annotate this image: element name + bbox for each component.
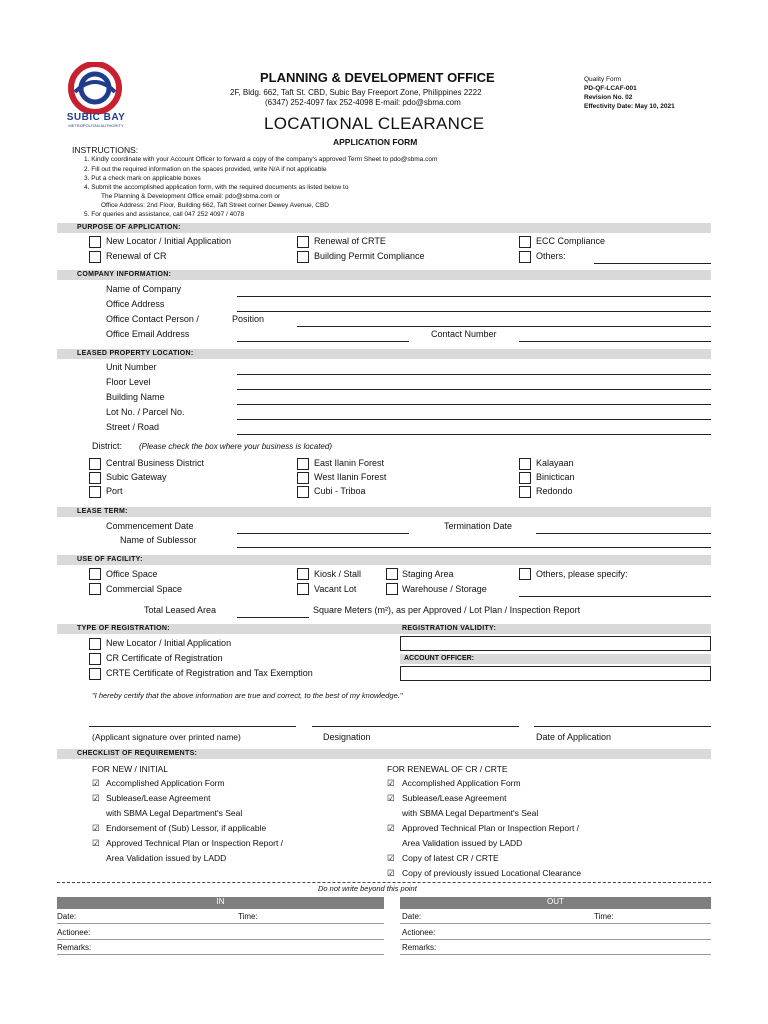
commencement-field[interactable] xyxy=(237,533,409,534)
reg-cr-label: CR Certificate of Registration xyxy=(106,653,223,663)
leased-heading: LEASED PROPERTY LOCATION: xyxy=(77,350,194,357)
street-label: Street / Road xyxy=(106,422,160,432)
check-icon: ☑ xyxy=(387,868,395,878)
position-label: Position xyxy=(232,314,265,324)
renewal-cr-label: Renewal of CR xyxy=(106,251,167,261)
staging-area-label: Staging Area xyxy=(402,569,454,579)
office-address-label: Office Address xyxy=(106,299,165,309)
out-row-divider xyxy=(400,923,711,924)
contact-person-label: Office Contact Person / xyxy=(106,314,199,324)
floor-level-field[interactable] xyxy=(237,389,711,390)
date-of-application-label: Date of Application xyxy=(536,732,612,742)
office-address: 2F, Bldg. 662, Taft St. CBD, Subic Bay Freeport Zone, Philippines 2222 xyxy=(230,88,482,97)
out-date-label: Date: xyxy=(402,912,422,921)
check-icon: ☑ xyxy=(387,823,395,833)
lot-number-field[interactable] xyxy=(237,419,711,420)
district-note: (Please check the box where your business is located) xyxy=(139,442,332,451)
check-icon: ☑ xyxy=(92,778,100,788)
district-subic-gateway-checkbox[interactable] xyxy=(89,472,101,484)
district-subic-gateway-label: Subic Gateway xyxy=(106,472,167,482)
office-address-field[interactable] xyxy=(237,311,711,312)
others-checkbox[interactable] xyxy=(519,251,531,263)
district-cubi-triboa-checkbox[interactable] xyxy=(297,486,309,498)
in-row-divider xyxy=(57,923,384,924)
out-label: OUT xyxy=(547,897,564,906)
new-locator-label: New Locator / Initial Application xyxy=(106,236,232,246)
leased-section-bar xyxy=(57,349,711,359)
termination-field[interactable] xyxy=(536,533,711,534)
facility-section-bar xyxy=(57,555,711,565)
contact-number-field[interactable] xyxy=(519,341,711,342)
check-icon: ☑ xyxy=(92,838,100,848)
logo-subtext: METROPOLITAN AUTHORITY xyxy=(68,123,124,128)
instruction-item: 5. For queries and assistance, call 047 252 4097 / 4078 xyxy=(84,211,245,218)
building-permit-label: Building Permit Compliance xyxy=(314,251,425,261)
page-subtitle: APPLICATION FORM xyxy=(333,137,418,147)
account-officer-heading: ACCOUNT OFFICER: xyxy=(404,655,474,662)
facility-others-field[interactable] xyxy=(519,596,711,597)
lease-term-heading: LEASE TERM: xyxy=(77,508,128,515)
district-port-checkbox[interactable] xyxy=(89,486,101,498)
signature-field[interactable] xyxy=(89,726,296,727)
district-kalayaan-label: Kalayaan xyxy=(536,458,574,468)
district-cbd-label: Central Business District xyxy=(106,458,205,468)
company-name-field[interactable] xyxy=(237,296,711,297)
district-cubi-triboa-label: Cubi - Triboa xyxy=(314,486,366,496)
out-row-divider xyxy=(400,954,711,955)
in-label: IN xyxy=(216,897,225,906)
building-name-label: Building Name xyxy=(106,392,165,402)
in-actionee-label: Actionee: xyxy=(57,928,91,937)
logo-text: SUBIC BAY xyxy=(66,112,126,123)
others-label: Others: xyxy=(536,251,566,261)
instruction-item: Office Address: 2nd Floor, Building 662, Taft Street corner Dewey Avenue, CBD xyxy=(101,202,329,209)
registration-section-bar xyxy=(57,624,711,634)
registration-validity-heading: REGISTRATION VALIDITY: xyxy=(402,625,497,632)
kiosk-stall-label: Kiosk / Stall xyxy=(314,569,362,579)
district-port-label: Port xyxy=(106,486,123,496)
reg-cr-checkbox[interactable] xyxy=(89,653,101,665)
account-officer-bar xyxy=(400,654,711,664)
ecc-compliance-checkbox[interactable] xyxy=(519,236,531,248)
checklist-item: Sublease/Lease Agreement xyxy=(106,793,211,803)
in-date-label: Date: xyxy=(57,912,77,921)
check-icon: ☑ xyxy=(387,778,395,788)
facility-others-label: Others, please specify: xyxy=(536,569,628,579)
designation-field[interactable] xyxy=(312,726,519,727)
checklist-item: Approved Technical Plan or Inspection Report / xyxy=(402,823,580,833)
in-time-label: Time: xyxy=(238,912,258,921)
out-remarks-label: Remarks: xyxy=(402,943,437,952)
street-field[interactable] xyxy=(237,434,711,435)
others-input-line[interactable] xyxy=(594,263,711,264)
office-email-field[interactable] xyxy=(237,341,409,342)
sublessor-label: Name of Sublessor xyxy=(120,535,197,545)
building-name-field[interactable] xyxy=(237,404,711,405)
in-remarks-label: Remarks: xyxy=(57,943,92,952)
vacant-lot-checkbox[interactable] xyxy=(297,583,309,595)
check-icon: ☑ xyxy=(92,823,100,833)
new-checklist-heading: FOR NEW / INITIAL xyxy=(92,764,169,774)
warehouse-label: Warehouse / Storage xyxy=(402,584,487,594)
instruction-item: 4. Submit the accomplished application form, with the required documents as listed below to xyxy=(84,184,349,191)
checklist-item: with SBMA Legal Department's Seal xyxy=(402,808,539,818)
out-row-divider xyxy=(400,939,711,940)
office-space-label: Office Space xyxy=(106,569,158,579)
district-redondo-label: Redondo xyxy=(536,486,573,496)
reg-new-locator-label: New Locator / Initial Application xyxy=(106,638,232,648)
checklist-item: Sublease/Lease Agreement xyxy=(402,793,507,803)
commercial-space-label: Commercial Space xyxy=(106,584,183,594)
district-binictican-label: Binictican xyxy=(536,472,575,482)
kiosk-stall-checkbox[interactable] xyxy=(297,568,309,580)
warehouse-checkbox[interactable] xyxy=(386,583,398,595)
company-name-label: Name of Company xyxy=(106,284,182,294)
termination-label: Termination Date xyxy=(444,521,513,531)
checklist-item: Copy of latest CR / CRTE xyxy=(402,853,499,863)
reg-crte-label: CRTE Certificate of Registration and Tax Exemption xyxy=(106,668,313,678)
lease-term-section-bar xyxy=(57,507,711,517)
in-header xyxy=(57,897,384,909)
check-icon: ☑ xyxy=(92,793,100,803)
facility-heading: USE OF FACILITY: xyxy=(77,556,143,563)
purpose-heading: PURPOSE OF APPLICATION: xyxy=(77,224,181,231)
district-binictican-checkbox[interactable] xyxy=(519,472,531,484)
district-west-ilanin-checkbox[interactable] xyxy=(297,472,309,484)
checklist-item: Area Validation issued by LADD xyxy=(402,838,523,848)
vacant-lot-label: Vacant Lot xyxy=(314,584,357,594)
office-space-checkbox[interactable] xyxy=(89,568,101,580)
checklist-section-bar xyxy=(57,749,711,759)
checklist-item: Accomplished Application Form xyxy=(106,778,225,788)
contact-person-field[interactable] xyxy=(297,326,711,327)
checklist-item: Approved Technical Plan or Inspection Report / xyxy=(106,838,284,848)
lot-number-label: Lot No. / Parcel No. xyxy=(106,407,185,417)
district-east-ilanin-checkbox[interactable] xyxy=(297,458,309,470)
account-officer-field[interactable] xyxy=(400,666,711,681)
signature-label: (Applicant signature over printed name) xyxy=(92,732,241,742)
certification-text: "I hereby certify that the above information are true and correct, to the best of my knowledge." xyxy=(92,691,403,700)
form-code: PD-QF-LCAF-001 xyxy=(584,85,637,92)
purpose-section-bar xyxy=(57,223,711,233)
checklist-item: with SBMA Legal Department's Seal xyxy=(106,808,243,818)
effectivity-date: Effectivity Date: May 10, 2021 xyxy=(584,103,675,110)
date-of-application-field[interactable] xyxy=(534,726,711,727)
renew-checklist-heading: FOR RENEWAL OF CR / CRTE xyxy=(387,764,508,774)
instruction-item: 2. Fill out the required information on the spaces provided, write N/A if not applicable xyxy=(84,166,327,173)
instruction-item: 1. Kindly coordinate with your Account Officer to forward a copy of the company's approved Term Sheet to pdo@sbma.com xyxy=(84,156,438,163)
company-heading: COMPANY INFORMATION: xyxy=(77,271,172,278)
check-icon: ☑ xyxy=(387,793,395,803)
renewal-crte-label: Renewal of CRTE xyxy=(314,236,386,246)
commercial-space-checkbox[interactable] xyxy=(89,583,101,595)
quality-form-label: Quality Form xyxy=(584,76,622,83)
do-not-write-note: Do not write beyond this point xyxy=(318,884,417,893)
district-west-ilanin-label: West Ilanin Forest xyxy=(314,472,387,482)
checklist-item: Area Validation issued by LADD xyxy=(106,853,227,863)
total-area-label: Total Leased Area xyxy=(144,605,217,615)
cut-line xyxy=(57,882,711,883)
company-section-bar xyxy=(57,270,711,280)
revision-number: Revision No. 02 xyxy=(584,94,633,101)
district-label: District: xyxy=(92,441,122,451)
building-permit-checkbox[interactable] xyxy=(297,251,309,263)
instructions-heading: INSTRUCTIONS: xyxy=(72,145,139,155)
registration-heading: TYPE OF REGISTRATION: xyxy=(77,625,170,632)
office-email-label: Office Email Address xyxy=(106,329,190,339)
district-kalayaan-checkbox[interactable] xyxy=(519,458,531,470)
commencement-label: Commencement Date xyxy=(106,521,194,531)
contact-number-label: Contact Number xyxy=(431,329,497,339)
checklist-heading: CHECKLIST OF REQUIREMENTS: xyxy=(77,750,198,757)
sublessor-field[interactable] xyxy=(237,547,711,548)
ecc-compliance-label: ECC Compliance xyxy=(536,236,606,246)
office-name: PLANNING & DEVELOPMENT OFFICE xyxy=(260,70,495,85)
sbma-logo-icon xyxy=(60,62,130,114)
in-row-divider xyxy=(57,954,384,955)
staging-area-checkbox[interactable] xyxy=(386,568,398,580)
designation-label: Designation xyxy=(323,732,371,742)
district-cbd-checkbox[interactable] xyxy=(89,458,101,470)
facility-others-checkbox[interactable] xyxy=(519,568,531,580)
reg-new-locator-checkbox[interactable] xyxy=(89,638,101,650)
out-time-label: Time: xyxy=(594,912,614,921)
page-title: LOCATIONAL CLEARANCE xyxy=(264,114,485,133)
check-icon: ☑ xyxy=(387,853,395,863)
total-area-field[interactable] xyxy=(237,617,309,618)
floor-level-label: Floor Level xyxy=(106,377,151,387)
sqm-label: Square Meters (m²), as per Approved / Lot Plan / Inspection Report xyxy=(313,605,581,615)
district-east-ilanin-label: East Ilanin Forest xyxy=(314,458,385,468)
checklist-item: Endorsement of (Sub) Lessor, if applicable xyxy=(106,823,267,833)
new-locator-checkbox[interactable] xyxy=(89,236,101,248)
checklist-item: Accomplished Application Form xyxy=(402,778,521,788)
instruction-item: 3. Put a check mark on applicable boxes xyxy=(84,175,201,182)
checklist-item: Copy of previously issued Locational Clearance xyxy=(402,868,582,878)
renewal-cr-checkbox[interactable] xyxy=(89,251,101,263)
instruction-item: The Planning & Development Office email: pdo@sbma.com or xyxy=(101,193,281,200)
unit-number-field[interactable] xyxy=(237,374,711,375)
registration-validity-field[interactable] xyxy=(400,636,711,651)
unit-number-label: Unit Number xyxy=(106,362,157,372)
out-actionee-label: Actionee: xyxy=(402,928,436,937)
reg-crte-checkbox[interactable] xyxy=(89,668,101,680)
renewal-crte-checkbox[interactable] xyxy=(297,236,309,248)
out-header xyxy=(400,897,711,909)
in-row-divider xyxy=(57,939,384,940)
district-redondo-checkbox[interactable] xyxy=(519,486,531,498)
office-contact: (6347) 252-4097 fax 252-4098 E-mail: pdo@sbma.com xyxy=(265,98,461,107)
